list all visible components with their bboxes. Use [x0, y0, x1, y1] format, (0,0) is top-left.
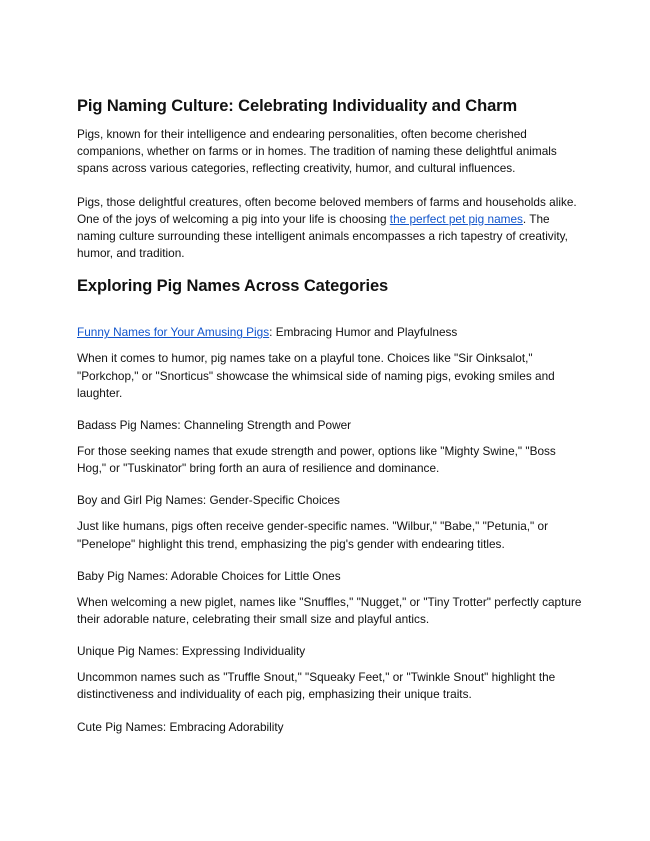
category-body-boy-girl: Just like humans, pigs often receive gender-specific names. "Wilbur," "Babe," "Petunia," or "Penelope" highlight this trend, emphasizing the pig's gender with endearing titles.: [77, 519, 549, 551]
intro-paragraph: Pigs, known for their intelligence and endearing personalities, often become cherished companions, whether on farms or in homes. The tradition of naming these delightful animals spans across various categories, reflecting creativity, humor, and cultural influences.: [77, 127, 557, 176]
category-body-baby: When welcoming a new piglet, names like "Snuffles," "Nugget," or "Tiny Trotter" perfectly capture their adorable nature, celebrating their small size and playful antics.: [77, 594, 582, 627]
category-body-funny: When it comes to humor, pig names take on a playful tone. Choices like "Sir Oinksalot," "Porkchop," or "Snorticus" showcase the whimsical side of naming pigs, evoking smiles and laughter.: [77, 351, 555, 400]
category-body-unique: Uncommon names such as "Truffle Snout," "Squeaky Feet," or "Twinkle Snout" highlight the distinctiveness and individuality of each pig, emphasizing their unique traits.: [77, 670, 556, 702]
intro-paragraph-with-link: [77, 194, 582, 263]
paragraph-text: Pigs, those delightful creatures, often become beloved members of farms and households alike. One of the joys of welcoming a pig into your life is choosing: [77, 194, 577, 226]
funny-names-link[interactable]: Funny Names for Your Amusing Pigs: [77, 325, 270, 340]
document-body: [77, 95, 582, 736]
category-body-badass: For those seeking names that exude strength and power, options like "Mighty Swine," "Boss Hog," or "Tuskinator" bring forth an aura of resilience and dominance.: [77, 444, 556, 476]
page-title: Pig Naming Culture: Celebrating Individuality and Charm: [77, 97, 518, 115]
category-heading-funny: [77, 324, 582, 341]
category-heading-boy-girl: Boy and Girl Pig Names: Gender-Specific Choices: [77, 493, 340, 508]
category-heading-text: : Embracing Humor and Playfulness: [269, 325, 458, 340]
pet-pig-names-link[interactable]: the perfect pet pig names: [389, 211, 523, 226]
section-heading: Exploring Pig Names Across Categories: [77, 277, 389, 296]
category-heading-badass: Badass Pig Names: Channeling Strength and Power: [77, 418, 352, 433]
paragraph-text: . The naming culture surrounding these intelligent animals encompasses a rich tapestry of creativity, humor, and tradition.: [77, 211, 568, 261]
category-heading-cute: Cute Pig Names: Embracing Adorability: [77, 719, 284, 734]
category-heading-baby: Baby Pig Names: Adorable Choices for Little Ones: [77, 568, 341, 583]
category-heading-unique: Unique Pig Names: Expressing Individuality: [77, 644, 306, 659]
